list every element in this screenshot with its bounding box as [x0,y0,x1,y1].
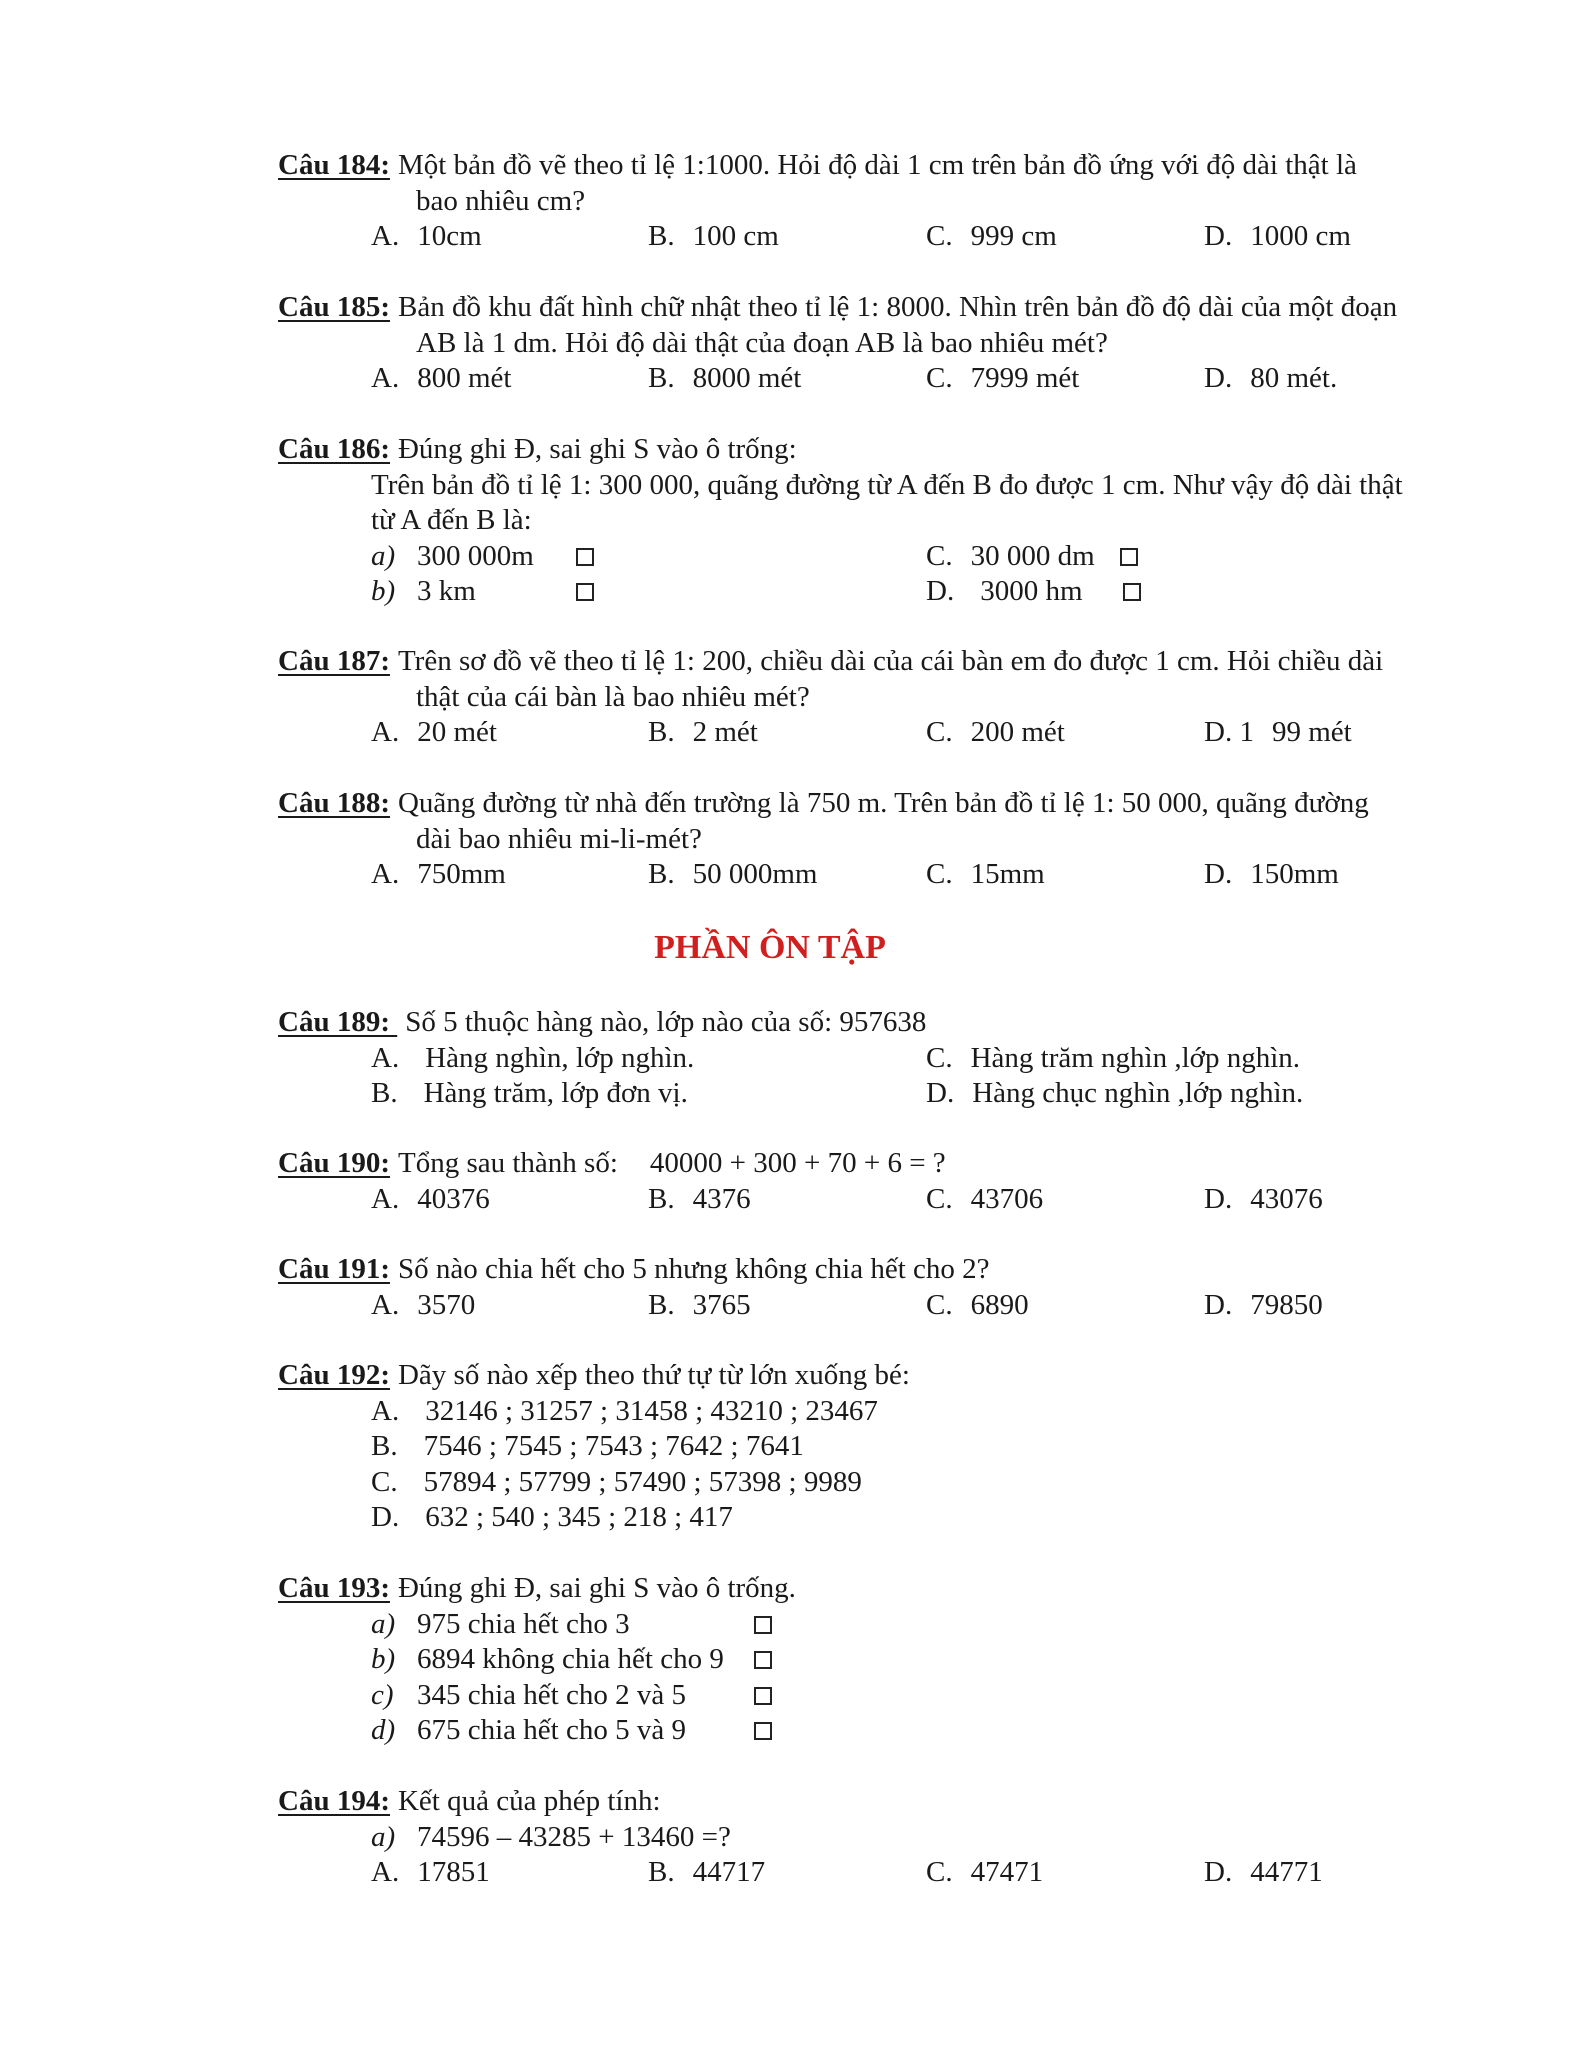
option-a: A. 20 mét [371,716,497,748]
question-stem: Bản đồ khu đất hình chữ nhật theo tỉ lệ 1: 8000. Nhìn trên bản đồ độ dài của một đoạn [397,291,1398,323]
section-title: PHẦN ÔN TẬP [654,929,886,966]
checkbox-empty[interactable] [1120,548,1138,566]
option-d: D. 79850 [1204,1288,1323,1321]
question-label: Câu 185: [278,291,390,323]
tf-item-b: b) 3 km [371,575,476,607]
option-c: C. 200 mét [926,716,1065,748]
tf-item-c: C. 30 000 dm [926,539,1095,572]
option-a: A. 750mm [371,858,506,890]
question-label: Câu 190: [278,1147,390,1179]
option-c: C. 43706 [926,1182,1044,1215]
tf-item-b: b) 6894 không chia hết cho 9 [371,1643,724,1675]
checkbox-empty[interactable] [754,1687,772,1705]
question-194 [278,1784,1518,1891]
option-d: D. 43076 [1204,1182,1323,1215]
question-label: Câu 188: [278,787,390,819]
option-d: D. 44771 [1204,1856,1323,1888]
option-a: A. 32146 ; 31257 ; 31458 ; 43210 ; 23467 [371,1394,878,1427]
question-192 [278,1358,1518,1536]
option-b: B. 100 cm [648,220,779,252]
question-189 [278,1005,1518,1112]
question-label: Câu 193: [278,1572,390,1604]
option-b: B. 7546 ; 7545 ; 7543 ; 7642 ; 7641 [371,1430,804,1462]
option-a: A. 10cm [371,220,482,252]
tf-item-c: c) 345 chia hết cho 2 và 5 [371,1678,686,1711]
question-stem-cont: thật của cái bàn là bao nhiêu mét? [416,680,810,713]
option-a: A. 40376 [371,1182,490,1215]
question-184 [278,148,1518,255]
option-b: B. 3765 [648,1288,751,1321]
question-188 [278,786,1518,893]
option-d: D. 1000 cm [1204,220,1351,252]
question-label: Câu 184: [278,149,390,181]
question-label: Câu 187: [278,645,390,677]
question-stem: Một bản đồ vẽ theo tỉ lệ 1:1000. Hỏi độ dài 1 cm trên bản đồ ứng với độ dài thật là [397,149,1357,181]
checkbox-empty[interactable] [576,583,594,601]
checkbox-empty[interactable] [754,1651,772,1669]
option-c: C. 15mm [926,858,1045,890]
expression: 40000 + 300 + 70 + 6 = ? [649,1147,946,1179]
option-a: A. Hàng nghìn, lớp nghìn. [371,1041,695,1074]
question-193 [278,1571,1518,1749]
question-191 [278,1252,1518,1323]
question-stem: Tổng sau thành số: [397,1147,618,1179]
option-b: B. 2 mét [648,716,758,748]
tf-item-a: a) 300 000m [371,539,534,572]
option-c: C. 47471 [926,1856,1044,1888]
question-stem-cont: AB là 1 dm. Hỏi độ dài thật của đoạn AB là bao nhiêu mét? [416,326,1108,359]
question-187 [278,644,1518,751]
question-185 [278,290,1518,397]
question-stem-cont: từ A đến B là: [371,504,532,536]
tf-item-d: D. 3000 hm [926,575,1083,607]
option-d: D. 632 ; 540 ; 345 ; 218 ; 417 [371,1501,733,1533]
question-stem: Quãng đường từ nhà đến trường là 750 m. Trên bản đồ tỉ lệ 1: 50 000, quãng đường [397,787,1369,819]
question-label: Câu 192: [278,1359,390,1391]
question-stem: Kết quả của phép tính: [397,1785,661,1817]
question-stem: Đúng ghi Đ, sai ghi S vào ô trống: [397,433,797,465]
tf-item-d: d) 675 chia hết cho 5 và 9 [371,1714,686,1746]
question-label: Câu 191: [278,1253,390,1285]
checkbox-empty[interactable] [1123,583,1141,601]
option-b: B. 50 000mm [648,858,818,890]
option-b: B. Hàng trăm, lớp đơn vị. [371,1077,688,1109]
checkbox-empty[interactable] [754,1722,772,1740]
option-c: C. Hàng trăm nghìn ,lớp nghìn. [926,1041,1301,1074]
option-a: A. 17851 [371,1856,490,1888]
checkbox-empty[interactable] [576,548,594,566]
option-d: D. Hàng chục nghìn ,lớp nghìn. [926,1077,1304,1109]
option-c: C. 6890 [926,1288,1029,1321]
question-stem: Dãy số nào xếp theo thứ tự từ lớn xuống bé: [397,1359,910,1391]
option-b: B. 8000 mét [648,362,802,394]
option-c: C. 7999 mét [926,362,1080,394]
checkbox-empty[interactable] [754,1616,772,1634]
option-c: C. 57894 ; 57799 ; 57490 ; 57398 ; 9989 [371,1465,862,1498]
option-b: B. 4376 [648,1182,751,1215]
question-186 [278,432,1518,610]
option-a: A. 3570 [371,1288,476,1321]
question-label: Câu 189: [278,1006,398,1038]
question-stem-cont: bao nhiêu cm? [416,184,586,217]
question-190 [278,1146,1518,1217]
option-d: D. 1 99 mét [1204,716,1352,748]
question-stem: Trên sơ đồ vẽ theo tỉ lệ 1: 200, chiều dài của cái bàn em đo được 1 cm. Hỏi chiều dài [397,645,1384,677]
option-c: C. 999 cm [926,220,1057,252]
question-stem: Số nào chia hết cho 5 nhưng không chia hết cho 2? [397,1253,990,1285]
sub-question-a: a) 74596 – 43285 + 13460 =? [371,1820,731,1853]
question-stem: Đúng ghi Đ, sai ghi S vào ô trống. [397,1572,796,1604]
question-label: Câu 194: [278,1785,390,1817]
tf-item-a: a) 975 chia hết cho 3 [371,1607,630,1640]
option-d: D. 150mm [1204,858,1339,890]
option-d: D. 80 mét. [1204,362,1338,394]
question-stem-cont: dài bao nhiêu mi-li-mét? [416,822,702,855]
question-stem: Số 5 thuộc hàng nào, lớp nào của số: 957638 [405,1006,927,1038]
option-b: B. 44717 [648,1856,766,1888]
question-stem-cont: Trên bản đồ tỉ lệ 1: 300 000, quãng đường từ A đến B đo được 1 cm. Như vậy độ dài thật [371,468,1403,501]
question-label: Câu 186: [278,433,390,465]
option-a: A. 800 mét [371,362,512,394]
